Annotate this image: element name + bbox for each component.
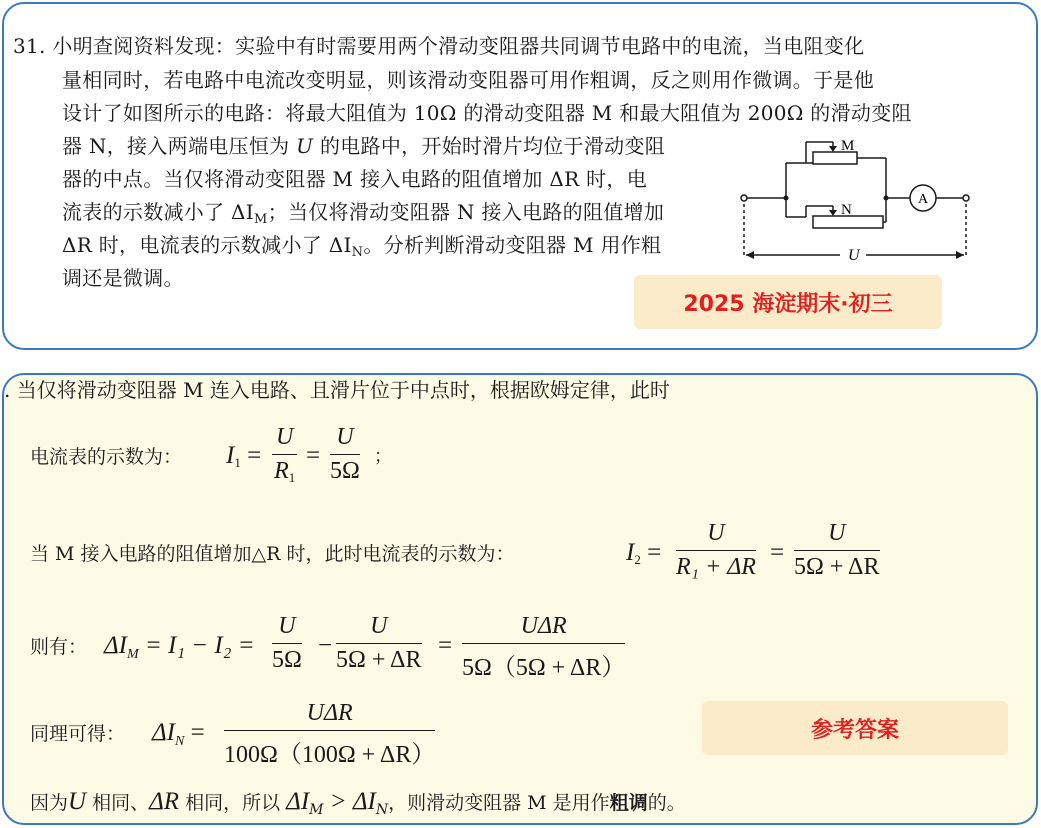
step4-lhs: $\Delta I_N$ = <box>152 719 205 749</box>
circuit-diagram <box>738 130 973 265</box>
terminal-left <box>741 195 747 201</box>
label-m: M <box>841 138 855 154</box>
step1-frac2: $\frac{U}{5\Omega}$ <box>330 424 360 484</box>
step4-frac: UΔR 100Ω（100Ω + ΔR） <box>224 700 436 768</box>
question-line-6: 流表的示数减小了 $\Delta I_M$；当仅将滑动变阻器 N 接入电路的阻值增加 <box>62 200 665 227</box>
label-a: A <box>918 192 929 207</box>
step4-label: 同理可得： <box>30 723 126 745</box>
step2-label: 当 M 接入电路的阻值增加△R 时，此时电流表的示数为： <box>30 543 515 565</box>
emphasis-coarse: 粗调 <box>609 792 648 814</box>
minus-sign: − <box>318 632 333 659</box>
step3-frac1: $\frac{U}{5\Omega}$ <box>272 613 302 673</box>
eq-sign: = <box>306 442 321 469</box>
label-n: N <box>841 202 852 218</box>
step1-tail: ； <box>374 446 392 466</box>
answer-intro: . 当仅将滑动变阻器 M 连入电路、且滑片位于中点时，根据欧姆定律，此时 <box>4 378 670 402</box>
source-tag: 2025 海淀期末·初三 <box>634 275 942 329</box>
conclusion: 因为U 相同、ΔR 相同，所以 $\Delta I_M > \Delta I_N$，则滑动变阻器 M 是用作粗调的。 <box>30 788 686 818</box>
step3-frac2: $\frac{U}{5\Omega + \Delta R}$ <box>336 613 422 673</box>
step3-frac3: UΔR 5Ω（5Ω + ΔR） <box>462 613 626 681</box>
question-line-1: 31. 小明查阅资料发现：实验中有时需要用两个滑动变阻器共同调节电路中的电流，当电阻变化 <box>13 34 865 58</box>
step3-label: 则有： <box>30 636 88 658</box>
answer-panel <box>2 373 1038 825</box>
question-line-2: 量相同时，若电路中电流改变明显，则该滑动变阻器可用作粗调，反之则用作微调。于是他 <box>62 68 874 92</box>
question-line-5: 器的中点。当仅将滑动变阻器 M 接入电路的阻值增加 ΔR 时，电 <box>62 167 648 191</box>
answer-tag: 参考答案 <box>702 701 1008 755</box>
step2-frac1: $\frac{U}{\text{R₁ + ΔR}}$ <box>676 520 756 580</box>
eq-sign: = <box>770 539 785 566</box>
question-line-4: 器 N，接入两端电压恒为 U 的电路中，开始时滑片均位于滑动变阻 <box>62 134 666 158</box>
question-number: 31. <box>13 34 46 58</box>
step1-label: 电流表的示数为： <box>30 446 183 468</box>
label-u: U <box>848 247 860 264</box>
step2-lhs: $I_2$ = <box>626 539 662 567</box>
terminal-right <box>963 195 969 201</box>
step1-frac1: $\frac{U}{R_1}$ <box>272 424 297 486</box>
step3-lhs: $\Delta I_M = I_1 - I_2$ = <box>104 632 255 662</box>
question-line-3: 设计了如图所示的电路：将最大阻值为 10Ω 的滑动变阻器 M 和最大阻值为 200Ω 的滑动变阻 <box>62 101 912 125</box>
question-line-8: 调还是微调。 <box>62 266 184 290</box>
step2-frac2: $\frac{U}{5\Omega + \Delta R}$ <box>794 520 880 580</box>
eq-sign: = <box>438 632 453 659</box>
step1-lhs: $I_1$ = <box>226 442 262 470</box>
question-line-7: ΔR 时，电流表的示数减小了 $\Delta I_N$。分析判断滑动变阻器 M 用作粗 <box>62 233 662 260</box>
